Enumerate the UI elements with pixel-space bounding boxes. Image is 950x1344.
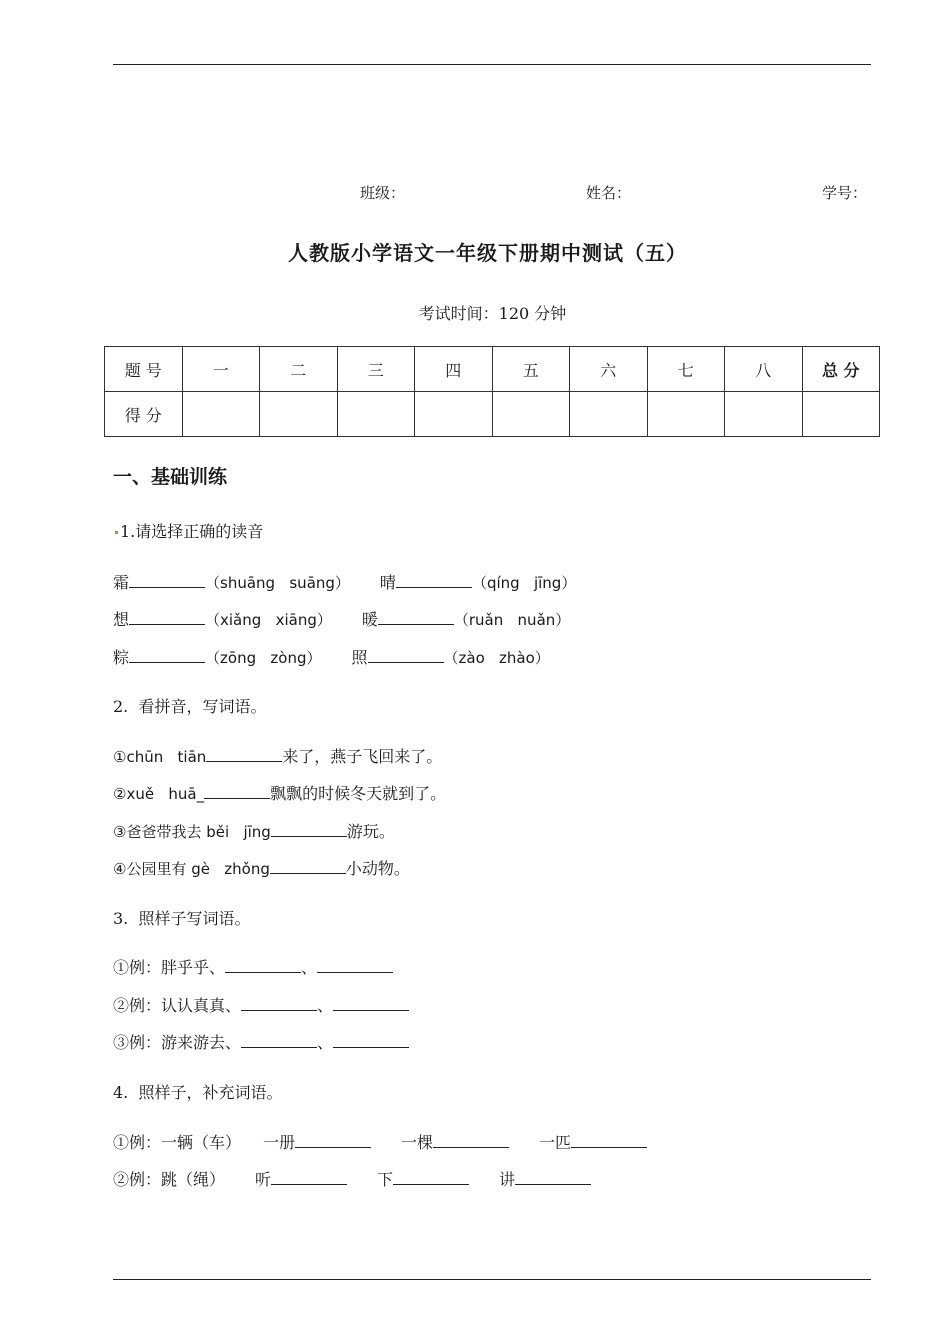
answer-blank[interactable] xyxy=(295,1132,371,1148)
question-3-prompt: 3. 照样子写词语。 xyxy=(113,909,251,928)
header-rule xyxy=(113,64,871,65)
answer-blank[interactable] xyxy=(129,609,205,625)
q1-char: 粽 xyxy=(113,648,130,667)
score-input-cell[interactable] xyxy=(415,392,493,437)
answer-blank[interactable] xyxy=(204,783,270,799)
score-cell: 三 xyxy=(337,347,415,392)
q1-options: （zōng zòng） xyxy=(205,649,322,667)
answer-blank[interactable] xyxy=(225,957,301,973)
score-input-cell[interactable] xyxy=(337,392,415,437)
score-input-cell[interactable] xyxy=(492,392,570,437)
score-header-row xyxy=(105,347,880,392)
q1-row-2 xyxy=(113,607,570,630)
q2-item: ②xuě huā_ 飘飘的时候冬天就到了。 xyxy=(113,784,447,803)
score-input-cell[interactable] xyxy=(260,392,338,437)
q2-item: ③爸爸带我去 běi jīng 游玩。 xyxy=(113,822,395,841)
score-cell: 六 xyxy=(570,347,648,392)
answer-blank[interactable] xyxy=(396,572,472,588)
q3-item: ③例：游来游去、 、 xyxy=(113,1030,409,1053)
student-number-label: 学号： xyxy=(822,184,868,202)
score-input-cell[interactable] xyxy=(725,392,803,437)
answer-blank[interactable] xyxy=(271,1169,347,1185)
score-table xyxy=(104,346,880,437)
answer-blank[interactable] xyxy=(241,1032,317,1048)
q2-item: ①chūn tiān 来了，燕子飞回来了。 xyxy=(113,747,443,766)
name-label: 姓名： xyxy=(586,184,632,202)
score-input-cell[interactable] xyxy=(182,392,260,437)
page-title: 人教版小学语文一年级下册期中测试（五） xyxy=(288,241,687,265)
score-cell: 二 xyxy=(260,347,338,392)
q1-options: （ruǎn nuǎn） xyxy=(453,611,571,629)
score-cell: 题 号 xyxy=(105,347,183,392)
score-row-label: 得 分 xyxy=(105,392,183,437)
answer-blank[interactable] xyxy=(206,746,282,762)
score-input-cell[interactable] xyxy=(647,392,725,437)
q3-item: ②例：认认真真、 、 xyxy=(113,993,409,1016)
answer-blank[interactable] xyxy=(571,1132,647,1148)
q1-options: （xiǎng xiāng） xyxy=(205,611,332,629)
section-heading: 一、基础训练 xyxy=(113,466,228,488)
q1-row-1 xyxy=(113,570,576,593)
score-cell: 四 xyxy=(415,347,493,392)
score-cell: 五 xyxy=(492,347,570,392)
answer-blank[interactable] xyxy=(241,995,317,1011)
score-cell: 八 xyxy=(725,347,803,392)
score-cell: 七 xyxy=(647,347,725,392)
q1-options: （zào zhào） xyxy=(443,649,550,667)
class-label: 班级： xyxy=(360,184,406,202)
answer-blank[interactable] xyxy=(368,647,444,663)
answer-blank[interactable] xyxy=(378,609,454,625)
answer-blank[interactable] xyxy=(270,858,346,874)
question-2-prompt: 2. 看拼音，写词语。 xyxy=(113,697,267,716)
q1-char: 霜 xyxy=(113,573,130,592)
answer-blank[interactable] xyxy=(333,995,409,1011)
q4-row-1: ①例：一辆（车） 一册 一棵 一匹 xyxy=(113,1130,647,1153)
q1-options: （qíng jīng） xyxy=(471,574,577,592)
answer-blank[interactable] xyxy=(515,1169,591,1185)
score-cell-total: 总 分 xyxy=(802,347,880,392)
q1-char: 想 xyxy=(113,610,130,629)
score-cell: 一 xyxy=(182,347,260,392)
score-input-cell[interactable] xyxy=(802,392,880,437)
answer-blank[interactable] xyxy=(129,572,205,588)
q2-item: ④公园里有 gè zhǒng 小动物。 xyxy=(113,859,410,878)
answer-blank[interactable] xyxy=(317,957,393,973)
answer-blank[interactable] xyxy=(271,821,347,837)
q1-options: （shuāng suāng） xyxy=(205,574,350,592)
question-4-prompt: 4. 照样子，补充词语。 xyxy=(113,1083,283,1102)
q3-item: ①例：胖乎乎、 、 xyxy=(113,955,393,978)
exam-time: 考试时间：120 分钟 xyxy=(418,304,567,323)
answer-blank[interactable] xyxy=(393,1169,469,1185)
answer-blank[interactable] xyxy=(129,647,205,663)
answer-blank[interactable] xyxy=(433,1132,509,1148)
answer-blank[interactable] xyxy=(333,1032,409,1048)
q1-char: 照 xyxy=(351,648,368,667)
q4-row-2: ②例：跳（绳） 听 下 讲 xyxy=(113,1167,591,1190)
question-1-prompt: 1.请选择正确的读音 xyxy=(113,519,263,542)
footer-rule xyxy=(113,1279,871,1280)
score-input-cell[interactable] xyxy=(570,392,648,437)
q1-char: 晴 xyxy=(379,573,396,592)
q1-char: 暖 xyxy=(361,610,378,629)
q1-row-3 xyxy=(113,645,550,668)
score-value-row xyxy=(105,392,880,437)
